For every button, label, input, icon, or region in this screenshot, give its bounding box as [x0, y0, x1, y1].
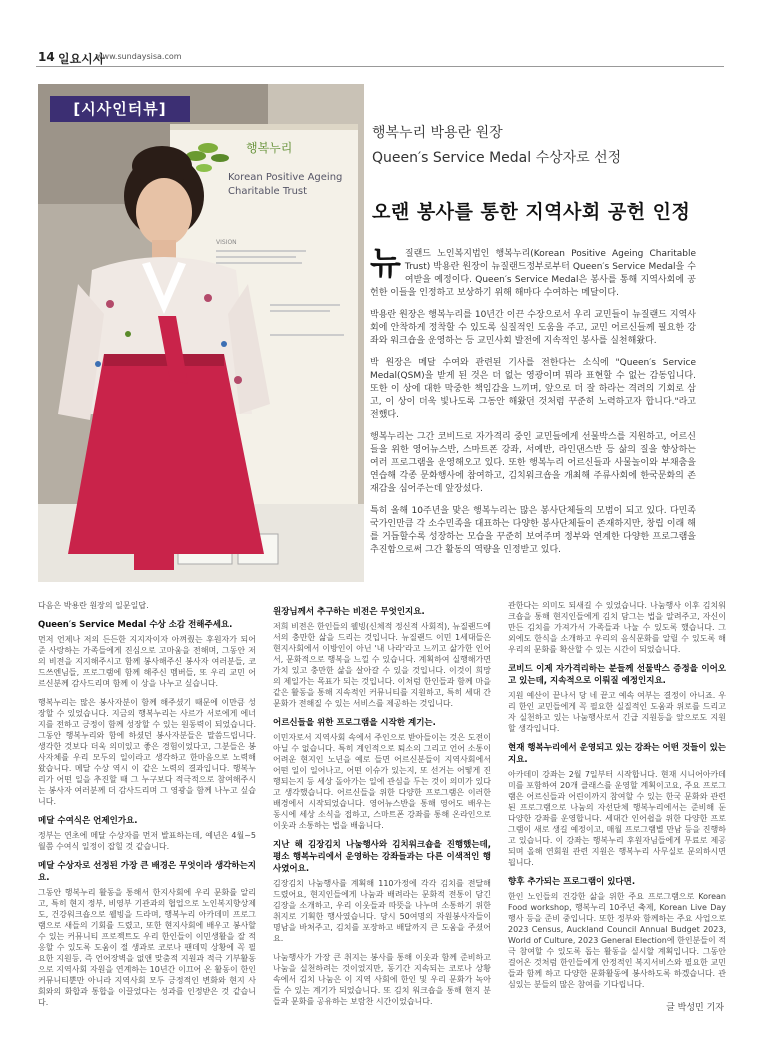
banner-logo: 행복누리 [246, 141, 293, 155]
answer-8: 아카데미 강좌는 2월 7일부터 시작합니다. 현재 시니어아카데미를 포함하여 20개 클래스를 운영할 계획이고요, 주요 프로그램은 어르신들과 어린이까지 참여할 수 있는 한국 문화와 관련된 프로그램으로 나눔의 자선단체 행복누리에서는 준비해 둔 다양한 강좌를 운영합니다. 세대간 인어쉽을 위한 다양한 프로그램이 새로 생길 예정이고, 매월 프로그램별 만남 등을 진행하고 있습니다. 이 강좌는 행복누리 후원자님들에게 무료로 제공되며 올해 연회원 관련 지원은 행복누리 사무실로 문의하시면 됩니다. [508, 770, 726, 867]
byline: 글 박성민 기자 [666, 1003, 724, 1013]
question-3: 메달 수상자로 선정된 가장 큰 배경은 무엇이라 생각하는지요. [38, 861, 256, 883]
lead-paragraph-5: 특히 올해 10주년을 맞은 행복누리는 많은 봉사단체들의 모범이 되고 있다. 다민족 국가인만큼 각 소수민족을 대표하는 다양한 봉사단체들이 존재하지만, 창립 이래 해를 거듭할수록 성장하는 모습을 꾸준히 보여주며 정부와 연계한 다양한 프로그램을 추진함으로써 그간 활동의 역량을 인정받고 있다. [370, 506, 696, 555]
publication-url[interactable]: www.sundaysisa.com [96, 52, 182, 61]
answer-2: 정부는 연초에 메달 수상자를 먼저 발표하는데, 예년은 4월~5월쯤 수여식 일정이 잡힐 것 같습니다. [38, 831, 256, 851]
section-tag: [시사인터뷰] [50, 96, 190, 122]
answer-6b: 나눔행사가 가장 큰 취지는 봉사를 통해 이웃과 함께 준비하고 나눔을 실천하려는 것이었지만, 동기간 지속되는 코로나 상황 속에서 김치 나눔은 이 지역 사회에 한인 및 우리 문화가 녹아들 수 있는 계기가 되었습니다. 또 김치 워크숍을 통해 현지 분들과 문화를 공유하는 보람찬 시간이었습니다. [273, 953, 491, 1006]
answer-5: 이민자로서 지역사회 속에서 주인으로 받아들이는 것은 도전이 아닐 수 없습니다. 특히 계인적으로 퇴소의 그리고 언어 소통이 어려운 현지인 노년을 예로 들면 어르신분들이 지역사회에서 어떤 일이 일어나고, 어떤 이슈가 있는지, 또 선거는 어떻게 진행되는지 등 세상 돌아가는 일에 관심을 두는 것이 의미가 있다고 생각했습니다. 어르신들을 위한 다양한 프로그램은 이러한 배경에서 시작되었습니다. 영어뉴스반을 통해 영어도 배우는 동시에 세상 소식을 접하고, 스마트폰 강좌를 통해 온라인으로 이웃과 소통하는 법을 배웁니다. [273, 733, 491, 830]
question-9: 향후 추가되는 프로그램이 있다면. [508, 877, 636, 887]
lead-body [370, 244, 696, 566]
question-6: 지난 해 김장김치 나눔행사와 김치워크숍을 진행했는데, 평소 행복누리에서 운영하는 강좌들과는 다른 이색적인 행사였어요. [273, 840, 491, 874]
lead-paragraph-4: 행복누리는 그간 코비드로 자가격리 중인 교민들에게 선물박스를 지원하고, 어르신들을 위한 영어뉴스반, 스마트폰 강좌, 서예반, 라인댄스반 등 삶의 질을 향상하는 여러 프로그램을 운영해오고 있다. 또한 행복누리 어르신들과 사물놀이와 부채춤을 연습해 각종 문화행사에 참여하고, 김치워크숍을 개최해 주류사회에 한국문화의 존재감을 심어주는데 앞장섰다. [370, 432, 696, 494]
article-photo [38, 84, 364, 582]
question-5: 어르신들을 위한 프로그램을 시작한 계기는. [273, 718, 436, 728]
banner-title-line2: Charitable Trust [228, 186, 308, 197]
lead-paragraph-1 [370, 244, 696, 300]
answer-9: 한인 노인들의 건강한 삶을 위한 주요 프로그램으로 Korean Food workshop, 행복누리 10주년 축제, Korean Live Day행사 등을 준비 중입니다. 또한 정부와 함께하는 주요 사업으로 2023 Census, Auckland Council Annual Budget 2023, World of Culture, 2023 General Election에 한인분들이 적극 참여할 수 있도록 돕는 활동을 실시할 계획입니다. 그동안 걸어온 것처럼 한인들에게 안정적인 복지서비스와 필요한 교민들과 함께 하고 다양한 문화활동에 봉사하도록 하겠습니다. 관심있는 분들의 많은 참여를 기다립니다. [508, 892, 727, 989]
column-1 [38, 600, 256, 1016]
interview-intro: 다음은 박용란 원장의 일문일답. [38, 601, 149, 610]
lead-paragraph-3: 박 원장은 메달 수여와 관련된 기사를 전한다는 소식에 "Queen′s Service Medal(QSM)을 받게 된 것은 더 없는 영광이며 뭐라 표현할 수 없는 감동입니다. 또한 이 상에 대한 막중한 책임감을 느끼며, 앞으로 더 잘 하라는 격려의 기회로 삼고, 이 상이 더욱 빛나도록 그동안 해왔던 것처럼 꾸준히 노력하고자 합니다."라고 전했다. [370, 358, 696, 420]
publication-name: 일요시사 [58, 52, 105, 66]
answer-6c: 관한다는 의미도 되새길 수 있었습니다. 나눔행사 이후 김치워크숍을 통해 현지인들에게 김치 담그는 법을 알려주고, 자신이 만든 김치를 가져가서 가족들과 나눌 수 있도록 했습니다. 그 외에도 한식을 소개하고 우리의 음식문화를 알릴 수 있도록 해 우리의 문화를 확산할 수 있는 시간이 되었습니다. [508, 601, 726, 654]
banner-vision: VISION [216, 239, 237, 246]
drop-cap: 뉴 [370, 244, 401, 282]
header-divider [36, 66, 724, 67]
answer-6a: 김장김치 나눔행사를 계획해 110가정에 각각 김치를 전달해 드렸어요, 현지인들에게 나눔과 배려라는 문화적 전통이 담긴 김장을 소개하고, 우리 이웃들과 따뜻을 나누며 소통하기 위한 취지로 기획한 행사였습니다. 당시 50여명의 자원봉사자들이 명남을 바쳐주고, 김치를 포장하고 배달까지 큰 도움을 주셨어요. [273, 879, 491, 943]
question-8: 현재 행복누리에서 운영되고 있는 강좌는 어떤 것들이 있는지요. [508, 743, 726, 765]
page-number: 14 [38, 50, 55, 64]
headline-subtitle-2: Queen′s Service Medal 수상자로 선정 [372, 150, 622, 166]
answer-4: 저희 비전은 한인들의 웰빙(신체적 정신적 사회적), 뉴질랜드에서의 충만한 삶을 드리는 것입니다. 뉴질랜드 이민 1세대들은 현지사회에서 이방인이 아닌 '내 나라'라고 느끼고 삶가한 인어서, 문화적으로 행복을 느낄 수 있습니다. 계획하여 실행해가면 가치 있고 충만한 삶을 살아갈 수 있을 것입니다. 이것이 희망의 제일가는 목표가 되는 것입니다. 이처럼 한인들과 함께 마을 같은 활동을 통해 지속적인 커뮤니티를 지원하고, 특히 세대 간 문화가 전해질 수 있는 서비스를 제공하는 것입니다. [273, 622, 491, 708]
answer-1b: 행복누리는 많은 봉사자분이 함께 해주셨기 때문에 이만큼 성장할 수 있었습니다. 지금의 행복누리는 사르가 서로에게 에너지를 전하고 긍정이 함께 성장할 수 있는 원동력이 되었습니다. 그동안 행복누리와 함에 하셨던 봉사자분들은 말씀드립니다. 생각한 것보다 더욱 의미있고 좋은 경험이었다고, 그분들은 봉사자체를 우리 모두의 일이라고 생각하고 한마음으로 노력해 왔습니다. 메달 수상 역시 이 같은 노력의 결과입니다. 행복누리가 어떤 일을 추진할 때 그 누구보다 적극적으로 참여해주시는 봉사자 여러분께 더 감사드리며 그 영광을 함께 나누고 싶습니다. [38, 698, 256, 806]
headline-title: 오랜 봉사를 통한 지역사회 공헌 인정 [372, 201, 691, 223]
lead-paragraph-2: 박용란 원장은 행복누리를 10년간 이끈 수장으로서 우리 교민들이 뉴질랜드 지역사회에 안착하게 정착할 수 있도록 실질적인 도움을 주고, 교민 어르신들께 필요한 강좌와 워크숍을 운영하는 등 교민사회 발전에 지속적인 봉사를 실천해왔다. [370, 310, 696, 346]
question-2: 메달 수여식은 언제인가요. [38, 816, 138, 826]
lead-paragraph-1-text: 질랜드 노인복지법인 행복누리(Korean Positive Ageing Charitable Trust) 박용란 원장이 뉴질랜드정부로부터 Queen′s Service Medal을 수여받을 예정이다. Queen′s Service Medal은 봉사를 통해 지역사회에 공헌한 이들을 인정하고 보상하기 위해 해마다 수여하는 메달이다. [370, 249, 696, 298]
column-2 [273, 600, 491, 1015]
question-4: 원장님께서 추구하는 비전은 무엇인지요. [273, 607, 425, 617]
answer-1a: 먼저 언제나 저의 든든한 지지자이자 아껴줬는 후원자가 되어 준 사랑하는 가족들에게 진심으로 고마움을 전해며, 그동안 저의 비전을 지지해주시고 함께 봉사해주신 봉사자 여러분들, 코드쓰엔님들, 프로그램에 함께 해주신 멤버들, 또 우리 교민 어르신분께 감사드리며 함께 이 상을 나누고 싶습니다. [38, 635, 256, 688]
question-7: 코비드 이제 자가격리하는 분들께 선물박스 증정을 이어오고 있는데, 지속적으로 이뤄질 예정인지요. [508, 664, 726, 686]
column-3 [508, 600, 726, 998]
headline-subtitle-1: 행복누리 박용란 원장 [372, 125, 503, 141]
answer-3: 그동안 행복누리 활동을 통해서 한지사회에 우리 문화를 알리고, 특히 현지 정부, 비영부 기관과의 협업으로 노인복지향상제도, 건강워크숍으로 웰빙을 드라며, 행복누리 아카데미 프로그램으로 새들의 기회를 드렸고, 또한 현지사회에 배우고 봉사할 수 있는 커뮤니티 프로젝트도 우리 한인들이 이민생활을 잘 적응할 수 있도록 도움이 절 생과로 코로나 팬데믹 상황에 꼭 필요한 지원등, 즉 언어장벽을 없앤 맞춤적 지원과 적극 기부활동으로 지역사회 자원을 연계하는 10년간 이끄어 온 활동이 한인커뮤니티뿐만 아니라 지역사회 모두 긍정적인 변화와 현지 사회와의 화합과 통합을 이끌었다는 성과를 인정받은 것 같습니다. [38, 888, 256, 1007]
question-1: Queen′s Service Medal 수상 소감 전해주세요. [38, 620, 233, 630]
photo-illustration [38, 84, 364, 582]
banner-title-line1: Korean Positive Ageing [228, 172, 343, 183]
answer-7: 지원 예산이 끝나서 당 네 끝고 예속 여부는 결정이 아니죠. 우리 한인 교민들에게 꼭 필요한 실질적인 도움과 위로를 드리고자 실천하고 있는 나눔행사로서 긴급 지원등을 앞으로도 지원할 생각입니다. [508, 691, 726, 733]
